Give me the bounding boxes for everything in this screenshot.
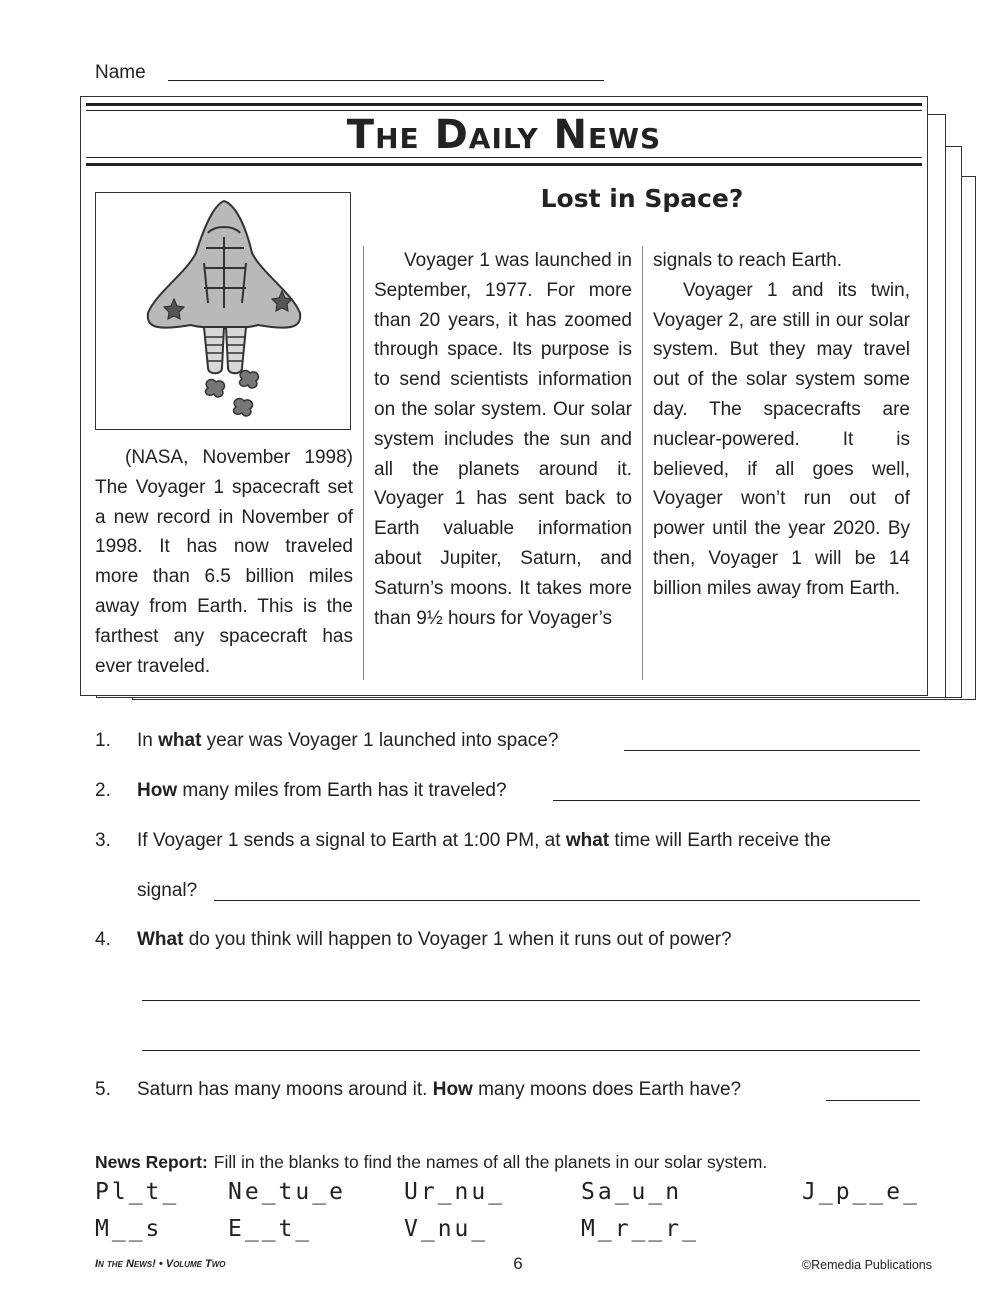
footer-publisher: ©Remedia Publications — [801, 1258, 932, 1272]
question-keyword: How — [432, 1079, 473, 1100]
masthead-rule-bottom — [86, 163, 922, 166]
question-2 — [95, 780, 507, 802]
answer-blank-1[interactable] — [624, 750, 920, 751]
question-5 — [95, 1079, 741, 1101]
planet-puzzle[interactable]: J_p__e_ — [802, 1179, 920, 1205]
news-report — [95, 1152, 767, 1173]
question-keyword: How — [137, 780, 178, 801]
planet-puzzle[interactable]: M__s — [95, 1216, 163, 1242]
question-text: If Voyager 1 sends a signal to Earth at 1:00 PM, at — [137, 830, 566, 851]
answer-blank-5[interactable] — [826, 1100, 920, 1101]
article-column-2 — [374, 246, 632, 633]
caption-column — [95, 443, 353, 681]
article-headline: Lost in Space? — [540, 184, 744, 213]
question-4 — [95, 929, 732, 951]
question-number: 5. — [95, 1079, 111, 1100]
news-report-instruction: Fill in the blanks to find the names of all the planets in our solar system. — [213, 1152, 768, 1172]
planet-puzzle[interactable]: E__t_ — [228, 1216, 313, 1242]
column-divider-2 — [642, 246, 643, 680]
question-keyword: what — [158, 730, 202, 751]
question-number: 2. — [95, 780, 111, 801]
planet-puzzle[interactable]: V_nu_ — [404, 1216, 489, 1242]
footer-series-title: In the News! • Volume Two — [95, 1258, 226, 1270]
name-label: Name — [95, 62, 146, 83]
question-keyword: What — [137, 929, 184, 950]
planet-puzzle[interactable]: Sa_u_n — [581, 1179, 683, 1205]
answer-blank-4a[interactable] — [142, 1000, 920, 1001]
planet-puzzle[interactable]: Pl_t_ — [95, 1179, 180, 1205]
spacecraft-icon — [96, 193, 349, 428]
question-number: 1. — [95, 730, 111, 751]
caption-paragraph: (NASA, November 1998) The Voyager 1 spacecraft set a new record in November of 1998. It has now traveled more than 6.5 billion miles away from Earth. This is the farthest any spacecraft has ever traveled. — [95, 447, 353, 677]
page-number: 6 — [513, 1254, 523, 1273]
planet-puzzle[interactable]: Ne_tu_e — [228, 1179, 346, 1205]
column-2-paragraph: Voyager 1 was launched in September, 1977. For more than 20 years, it has zoomed through space. Its purpose is to send scientists information on the solar system. Our solar system includes the sun and all the planets around it. Voyager 1 has sent back to Earth valuable information about Jupiter, Saturn, and Saturn’s moons. It takes more than 9½ hours for Voyager’s — [374, 250, 632, 629]
question-text: In — [137, 730, 159, 751]
answer-blank-4b[interactable] — [142, 1050, 920, 1051]
name-field[interactable] — [168, 80, 604, 81]
question-text: time will Earth receive the — [609, 830, 831, 851]
column-divider-1 — [363, 246, 364, 680]
article-column-3 — [653, 246, 910, 604]
masthead-title: The Daily News — [346, 112, 662, 158]
masthead-rule-top-thin — [86, 110, 922, 111]
column-3-paragraph-1: signals to reach Earth. — [653, 250, 843, 271]
answer-blank-3[interactable] — [214, 900, 920, 901]
planet-puzzle[interactable]: M_r__r_ — [581, 1216, 699, 1242]
question-3 — [95, 830, 831, 852]
question-text: many miles from Earth has it traveled? — [177, 780, 507, 801]
question-text: Saturn has many moons around it. — [137, 1079, 433, 1100]
question-text: year was Voyager 1 launched into space? — [201, 730, 559, 751]
question-text: do you think will happen to Voyager 1 when it runs out of power? — [183, 929, 732, 950]
question-number: 4. — [95, 929, 111, 950]
answer-blank-2[interactable] — [553, 800, 920, 801]
question-number: 3. — [95, 830, 111, 851]
question-keyword: what — [565, 830, 610, 851]
planet-puzzle[interactable]: Ur_nu_ — [404, 1179, 506, 1205]
question-3-continuation: signal? — [137, 880, 198, 901]
spacecraft-illustration — [95, 192, 351, 430]
masthead-rule-bottom-thin — [86, 157, 922, 158]
question-1 — [95, 730, 558, 752]
masthead-rule-top — [86, 103, 922, 106]
question-text: many moons does Earth have? — [472, 1079, 742, 1100]
news-report-label: News Report: — [95, 1152, 208, 1172]
column-3-paragraph-2: Voyager 1 and its twin, Voyager 2, are still in our solar system. But they may travel out of the solar system some day. The spacecrafts are nuclear-powered. It is believed, if all goes well, Voyager won’t run out of power until the year 2020. By then, Voyager 1 will be 14 billion miles away from Earth. — [653, 279, 910, 599]
